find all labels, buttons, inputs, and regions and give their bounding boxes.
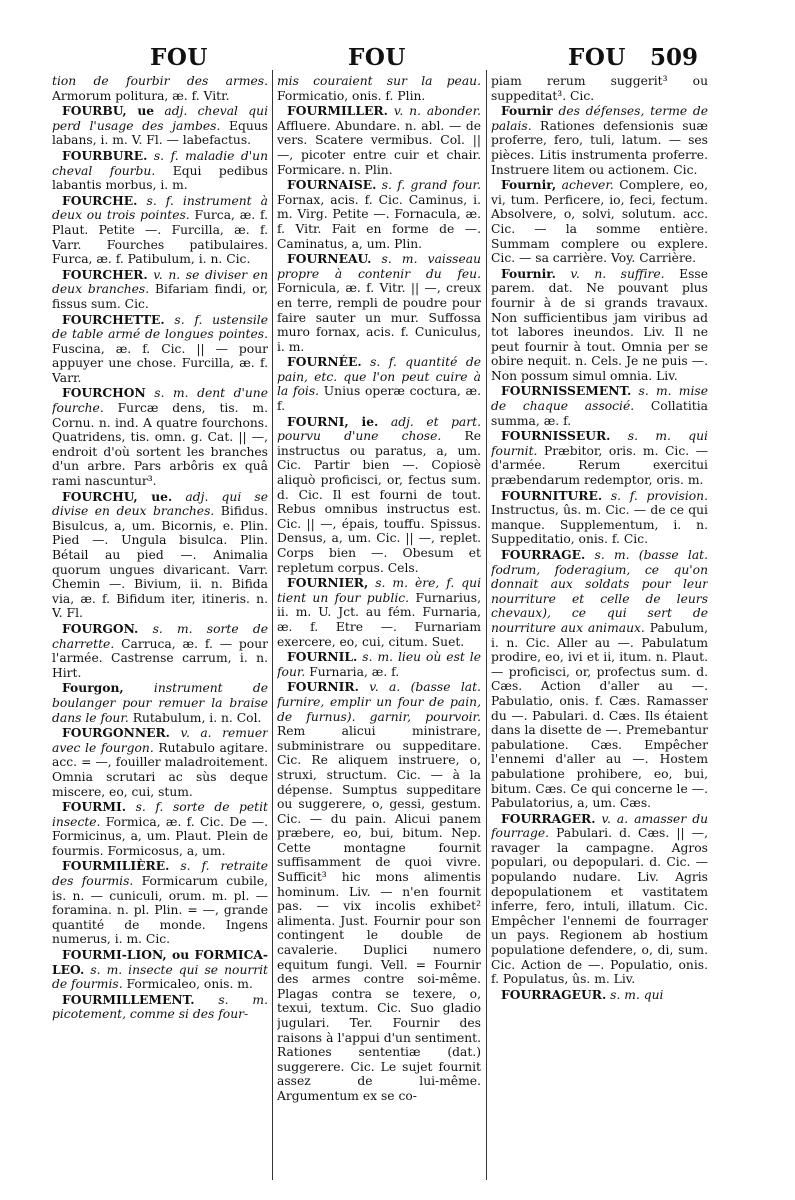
entry-headword: FOURNISSEUR.: [501, 428, 611, 444]
entry-definition: s. f. maladie d'un cheval fourbu.: [52, 148, 268, 178]
entry-latin: Formicarum cubile, is. n. — cuniculi, orum. m. pl. — foramina. n. pl. Plin. = —, grande quantité de monde. Ingens numerus, i. m. Cic.: [52, 874, 268, 947]
entry-latin: Formica, æ. f. Cic. De —. Formicinus, a, um. Plaut. Plein de fourmis. Formicosus, a, um.: [52, 814, 268, 858]
dictionary-entry: [52, 622, 268, 680]
entry-latin: Formicatio, onis. f. Plin.: [277, 88, 426, 103]
dictionary-entry: [277, 74, 481, 103]
entry-headword: FOURBU, ue: [62, 103, 155, 119]
entry-headword: FOURNI, ie.: [287, 413, 379, 429]
entry-latin: Carruca, æ. f. — pour l'armée. Castrense carrum, i. n. Hirt.: [52, 636, 268, 680]
entry-definition: s. f. instrument à deux ou trois pointes.: [52, 193, 268, 223]
dictionary-entry: [491, 429, 708, 487]
entry-definition: adj. cheval qui perd l'usage des jambes.: [52, 104, 268, 133]
entry-latin: Rutabulum, i. n. Col.: [128, 710, 262, 725]
entry-latin: Affluere. Abundare. n. abl. — de vers. Scatere vermibus. Col. || —, picoter entre cuir et chair. Formicare. n. Plin.: [277, 118, 481, 177]
entry-definition: tion de fourbir des armes.: [52, 74, 268, 88]
entry-latin: Præbitor, oris. m. Cic. — d'armée. Rerum exercitui præbendarum redemptor, oris. m.: [491, 443, 708, 488]
entry-headword: FOURCHE.: [62, 192, 138, 208]
dictionary-entry: [52, 313, 268, 386]
entry-headword: FOURNIL.: [287, 649, 358, 665]
dictionary-entry: [52, 681, 268, 725]
entry-definition: achever.: [556, 178, 614, 193]
entry-headword: Fournir: [501, 103, 553, 119]
dictionary-entry: [277, 355, 481, 413]
entry-definition: s. f. provision.: [602, 488, 708, 503]
dictionary-entry: [491, 267, 708, 384]
entry-definition: s. f. sorte de petit insecte.: [52, 800, 268, 829]
entry-headword: FOURRAGER.: [501, 810, 596, 826]
entry-latin: Furnarius, ii. m. U. Jct. au fém. Furnaria, æ. f. Etre —. Furnariam exercere, eo, cui, citum. Suet.: [277, 590, 481, 649]
dictionary-entry: [277, 576, 481, 649]
entry-latin: Instructus, ûs. m. Cic. — de ce qui manque. Supplementum, i. n. Suppeditatio, onis. f. Cic.: [491, 503, 708, 547]
entry-latin: Pabulari. d. Cæs. || —, ravager la campagne. Agros populari, ou depopulari. d. Cic. — populando nudare. Liv. Agris depopulationem et vastitatem inferre, fero, intuli, illatum. Cic. Empêcher l'ennemi de fourrager un pays. Regionem ab hostium populatione defendere, o, di, sum. Cic. Action de —. Populatio, onis. f. Populatus, ûs. m. Liv.: [491, 826, 708, 987]
entry-latin: Furca, æ. f. Plaut. Petite —. Furcilla, æ. f. Varr. Fourches patibulaires. Furca, æ. f. Patibulum, i. n. Cic.: [52, 208, 268, 267]
entry-latin: Unius operæ coctura, æ. f.: [277, 384, 481, 414]
entry-latin: Complere, eo, vi, tum. Perficere, io, feci, fectum. Absolvere, o, solvi, solutum. acc. Cic. — la somme entière. Summam complere ou explere. Cic. — sa carrière. Voy. Carrière.: [491, 178, 708, 266]
entry-latin: Re instructus ou paratus, a, um. Cic. Partir bien —. Copiosè aliquò proficisci, or, fectus sum. d. Cic. Il est fourni de tout. Rebus omnibus instructus est. Cic. || —, épais, touffu. Spissus. Densus, a, um. Cic. || —, replet. Corps bien —. Obesum et repletum corpus. Cels.: [277, 429, 481, 575]
entry-definition: v. a. remuer avec le fourgon.: [52, 726, 268, 755]
dictionary-entry: [52, 800, 268, 858]
dictionary-entry: [491, 74, 708, 103]
entry-headword: FOURRAGEUR.: [501, 986, 607, 1002]
entry-headword: FOURMILLER.: [287, 103, 388, 119]
entry-definition: s. m. lieu où est le four.: [277, 650, 481, 679]
column-middle: [277, 74, 481, 1186]
dictionary-entry: [277, 252, 481, 354]
dictionary-entry: [491, 812, 708, 987]
page-header: [0, 44, 795, 74]
entry-headword: FOURBURE.: [62, 147, 148, 163]
entry-latin: Fornax, acis. f. Cic. Caminus, i. m. Virg. Petite —. Fornacula, æ. f. Vitr. Fait en forme de —. Caminatus, a, um. Plin.: [277, 192, 481, 251]
entry-headword: FOURCHER.: [62, 266, 148, 282]
page-number: 509: [650, 44, 699, 71]
entry-headword: FOURGONNER.: [62, 725, 170, 741]
entry-definition: s. m. sorte de charrette.: [52, 621, 268, 651]
entry-definition: s. f. retraite des fourmis.: [52, 859, 268, 889]
entry-headword: FOURNAISE.: [287, 177, 377, 193]
entry-latin: piam rerum suggerit³ ou suppeditat³. Cic.: [491, 74, 708, 103]
entry-definition: v. a. amasser du fourrage.: [491, 811, 708, 841]
dictionary-entry: [491, 548, 708, 811]
dictionary-entry: [491, 104, 708, 177]
entry-latin: Bifidus. Bisulcus, a, um. Bicornis, e. Plin. Pied —. Ungula bisulca. Plin. Bétail au pied —. Animalia quorum ungues divaricant. Varr. Chemin —. Bivium, ii. n. Bifida via, æ. f. Bifidum iter, itineris. n. V. Fl.: [52, 504, 268, 621]
dictionary-entry: [491, 988, 708, 1003]
dictionary-entry: [277, 650, 481, 679]
entry-definition: instrument de boulanger pour remuer la braise dans le four.: [52, 681, 268, 725]
dictionary-entry: [52, 993, 268, 1022]
entry-definition: s. m. qui: [606, 987, 664, 1002]
column-divider: [486, 70, 487, 1180]
dictionary-entry: [52, 948, 268, 992]
entry-definition: adj. et part. pourvu d'une chose.: [277, 414, 481, 444]
dictionary-entry: [52, 194, 268, 267]
entry-latin: Bifariam findi, or, fissus sum. Cic.: [52, 282, 268, 311]
entry-definition: v. n. suffire.: [555, 266, 665, 281]
entry-definition: s. m. qui fournit.: [491, 429, 708, 458]
entry-definition: s. m. mise de chaque associé.: [491, 384, 708, 414]
dictionary-entry: [52, 74, 268, 103]
dictionary-entry: [52, 149, 268, 193]
dictionary-entry: [277, 680, 481, 1103]
entry-headword: Fournir.: [501, 265, 556, 281]
dictionary-entry: [52, 104, 268, 148]
running-head-center: FOU: [348, 44, 406, 71]
column-left: [52, 74, 268, 1186]
entry-definition: v. a. (basse lat. furnire, emplir un four de pain, de furnus). garnir, pourvoir.: [277, 680, 481, 724]
dictionary-entry: [491, 178, 708, 266]
entry-headword: FOURMILIÈRE.: [62, 858, 170, 874]
entry-headword: FOURNIER,: [287, 575, 369, 591]
entry-definition: s. m. vaisseau propre à contenir du feu.: [277, 252, 481, 281]
column-divider: [272, 70, 273, 1180]
entry-definition: s. f. grand four.: [376, 178, 481, 193]
entry-headword: FOURNITURE.: [501, 487, 603, 503]
entry-headword: FOURRAGE.: [501, 547, 586, 562]
dictionary-entry: [52, 490, 268, 621]
entry-definition: s. m. (basse lat. fodrum, foderagium, ce qu'on donnait aux soldats pour leur nourriture et celle de leurs chevaux), ce qui sert de nourriture aux animaux.: [491, 548, 708, 635]
entry-headword: FOURMI.: [62, 799, 127, 815]
entry-latin: Equi pedibus labantis morbus, i. m.: [52, 163, 268, 193]
dictionary-entry: [277, 415, 481, 576]
running-head-right: FOU: [568, 44, 626, 71]
column-right: [491, 74, 708, 1186]
entry-headword: FOURCHON: [62, 385, 146, 401]
entry-latin: Fornicula, æ. f. Vitr. || —, creux en terre, rempli de poudre pour faire sauter un mur. Suffossa muro fornax, acis. f. Cuniculus, i. m.: [277, 281, 481, 354]
entry-definition: des défenses, terme de palais.: [491, 104, 708, 133]
entry-definition: s. m. dent d'une fourche.: [52, 386, 268, 416]
dictionary-entry: [52, 268, 268, 312]
entry-latin: Collatitia summa, æ. f.: [491, 399, 708, 428]
entry-headword: FOURNÉE.: [287, 354, 362, 370]
entry-headword: Fourgon,: [62, 680, 124, 696]
entry-latin: Armorum politura, æ. f. Vitr.: [52, 88, 230, 103]
entry-definition: s. m. ère, f. qui tient un four public.: [277, 576, 481, 605]
running-head-left: FOU: [150, 44, 208, 71]
entry-headword: FOURGON.: [62, 620, 139, 636]
entry-headword: FOURNISSEMENT.: [501, 383, 632, 399]
entry-definition: s. m. insecte qui se nourrit de fourmis.: [52, 962, 268, 992]
entry-headword: FOURNEAU.: [287, 251, 372, 267]
dictionary-entry: [52, 859, 268, 947]
entry-definition: s. f. quantité de pain, etc. que l'on peut cuire à la fois.: [277, 355, 481, 399]
dictionary-entry: [277, 178, 481, 251]
entry-headword: FOURCHU, ue.: [62, 488, 173, 504]
entry-latin: Furcæ dens, tis. m. Cornu. n. ind. A quatre fourchons. Quatridens, tis. omn. g. Cat. || —, endroit d'où sortent les branches d'un arbre. Pars arbôris ex quâ rami nascuntur³.: [52, 401, 268, 489]
entry-headword: FOURMILLEMENT.: [62, 991, 195, 1007]
dictionary-entry: [491, 489, 708, 547]
entry-headword: FOURCHETTE.: [62, 311, 165, 327]
entry-latin: Furnaria, æ. f.: [305, 664, 400, 679]
entry-latin: Esse parem. dat. Ne pouvant plus fournir à de si grands travaux. Non sufficientibus jam viribus ad tot labores ineundos. Liv. Il ne peut fournir à tout. Omnia per se obire nequit. n. Cels. Je ne puis —. Non possum simul omnia. Liv.: [491, 266, 708, 383]
entry-definition: v. n. se diviser en deux branches.: [52, 267, 268, 297]
entry-headword: Fournir,: [501, 177, 557, 193]
entry-headword: FOURMI-LION, ou FORMICA-LEO.: [52, 947, 268, 977]
dictionary-entry: [277, 104, 481, 177]
entry-definition: s. m. picotement, comme si des four-: [52, 992, 268, 1022]
entry-headword: FOURNIR.: [287, 679, 359, 695]
entry-latin: Equus labans, i. m. V. Fl. — labefactus.: [52, 118, 268, 148]
entry-latin: Rutabulo agitare. acc. = —, fouiller maladroitement. Omnia scrutari ac sùs deque miscere, eo, cui, stum.: [52, 740, 268, 799]
entry-definition: adj. qui se divise en deux branches.: [52, 489, 268, 519]
entry-definition: mis couraient sur la peau.: [277, 74, 481, 88]
entry-latin: Pabulum, i. n. Cic. Aller au —. Pabulatum prodire, eo, ivi et ii, itum. n. Plaut. — proficisci, or, profectus sum. d. Cæs. Action d'aller au —. Pabulatio, onis. f. Cæs. Ramasser du —. Pabulari. d. Cæs. Ils étaient dans la disette de —. Premebantur pabulatione. Cæs. Empêcher l'ennemi d'aller au —. Hostem pabulatione prohibere, eo, bui, bitum. Cæs. Ce qui concerne le —. Pabulatorius, a, um. Cæs.: [491, 620, 708, 811]
entry-latin: Formicaleo, onis. m.: [122, 977, 253, 992]
entry-definition: s. f. ustensile de table armé de longues pointes.: [52, 312, 268, 342]
dictionary-entry: [491, 384, 708, 428]
entry-latin: Rem alicui ministrare, subministrare ou suppeditare. Cic. Re aliquem instruere, o, struxi, structum. Cic. — à la dépense. Sumptus suppeditare ou suggerere, o, gessi, gestum. Cic. — du pain. Alicui panem præbere, eo, bui, bitum. Nep. Cette montagne fournit suffisamment de quoi vivre. Sufficit³ hic mons alimentis hominum. Liv. — n'en fournit pas. — vix incolis exhibet² alimenta. Just. Fournir pour son contingent le double de cavalerie. Duplici numero equitum fungi. Vell. = Fournir des armes contre soi-même. Plagas contra se texere, o, texui, textum. Cic. Suo gladio jugulari. Ter. Fournir des raisons à l'appui d'un sentiment. Rationes sententiæ (dat.) suggerere. Cic. Le sujet fournit assez de lui-même. Argumentum ex se co-: [277, 724, 481, 1103]
entry-latin: Rationes defensionis suæ proferre, fero, tuli, latum. — ses pièces. Litis instrumenta proferre. Instruere litem ou actionem. Cic.: [491, 118, 708, 177]
dictionary-entry: [52, 386, 268, 488]
dictionary-entry: [52, 726, 268, 799]
entry-definition: v. n. abonder.: [387, 104, 481, 119]
entry-latin: Fuscina, æ. f. Cic. || — pour appuyer une chose. Furcilla, æ. f. Varr.: [52, 341, 268, 385]
